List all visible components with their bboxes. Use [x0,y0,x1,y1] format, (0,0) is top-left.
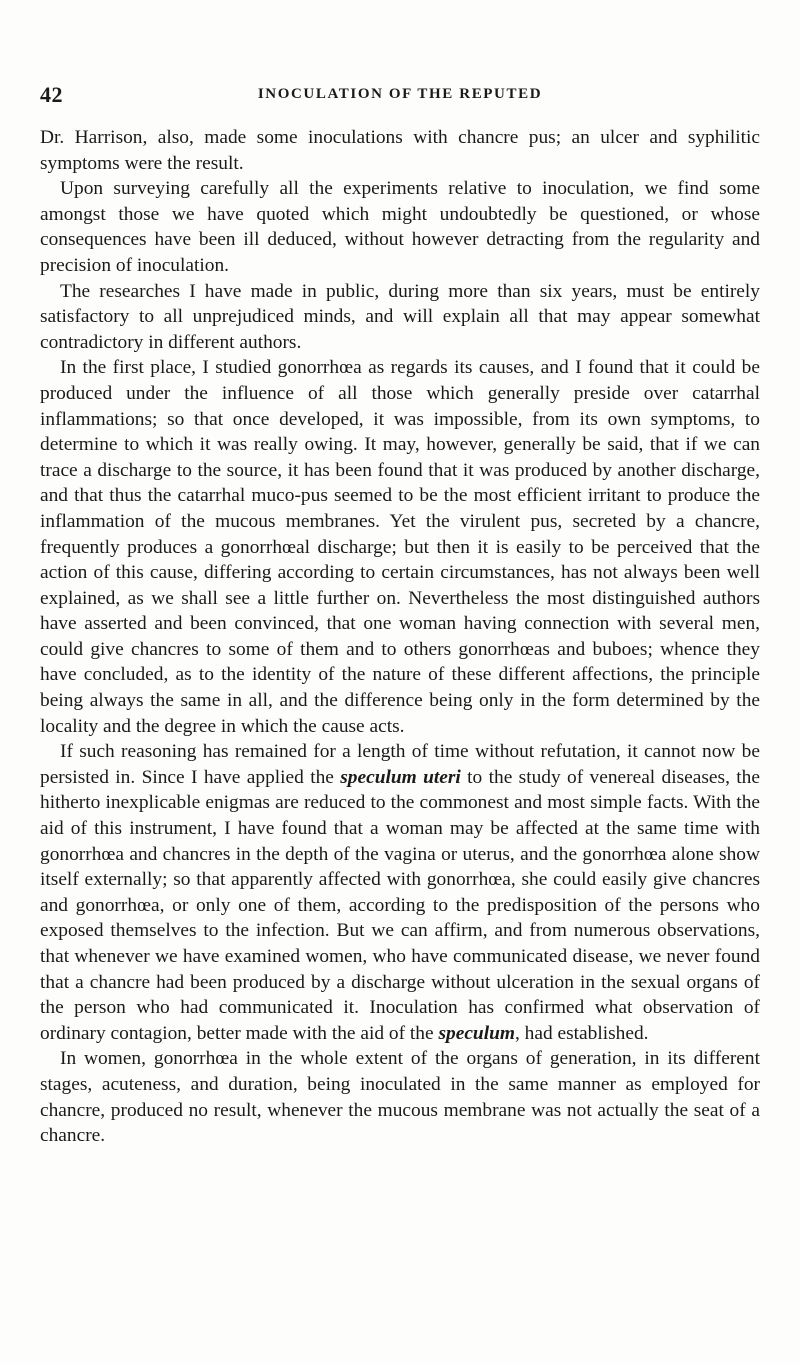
paragraph-speculum-part-3: , had established. [514,1022,649,1044]
page-number: 42 [40,82,63,107]
paragraph-speculum-part-2: to the study of venereal diseases, the hitherto inexplicable enigmas are reduced to the commonest and most simple facts. With the aid of this instrument, I have found that a woman may be affected at the same time with gonorrhœa and chancres in the depth of the vagina or uterus, and the gonorrhœa alone show itself externally; so that apparently affected with gonorrhœa, she could easily give chancres and gonorrhœa, or only one of them, according to the predisposition of the persons who exposed themselves to the infection. But we can affirm, and from numerous observations, that whenever we have examined women, who have communicated disease, we never found that a chancre had been produced by a discharge without ulceration in the sexual organs of the person who had communicated it. Inoculation has confirmed what observation of ordinary contagion, better made with the aid of the [40,766,760,1044]
paragraph-speculum-part-1: If such reasoning has remained for a length of time without refutation, it cannot now be persisted in. Since I have applied the [40,741,760,788]
paragraph-speculum [40,739,760,1046]
paragraph-surveying: Upon surveying carefully all the experiments relative to inoculation, we find some amongst those we have quoted which might undoubtedly be questioned, or whose consequences have been ill deduced, without however detracting from the regularity and precision of inoculation. [40,178,760,276]
running-title: INOCULATION OF THE REPUTED [257,86,543,102]
running-head [40,82,760,112]
paragraph-gonorrhoea-causes: In the first place, I studied gonorrhœa as regards its causes, and I found that it could be produced under the influence of all those which generally preside over catarrhal inflammations; so that once developed, it was impossible, from its own symptoms, to determine to which it was really owing. It may, however, generally be said, that if we can trace a discharge to the source, it has been found that it was produced by another discharge, and that thus the catarrhal muco-pus seemed to be the most efficient irritant to produce the inflammation of the mucous membranes. Yet the virulent pus, secreted by a chancre, frequently produces a gonorrhœal discharge; but then it is easily to be perceived that the action of this cause, differing according to certain circumstances, has not always been well explained, as we shall see a little further on. Nevertheless the most distinguished authors have asserted and been convinced, that one woman having connection with several men, could give chancres to some of them and to others gonorrhœas and buboes; whence they have concluded, as to the identity of the nature of these different affections, the principle being always the same in all, and the difference being only in the form determined by the locality and the degree in which the cause acts. [40,357,760,737]
paragraph-women-gonorrhoea: In women, gonorrhœa in the whole extent of the organs of generation, in its different stages, acuteness, and duration, being inoculated in the same manner as employed for chancre, produced no result, whenever the mucous membrane was not actually the seat of a chancre. [40,1048,760,1147]
paragraph-harrison: Dr. Harrison, also, made some inoculations with chancre pus; an ulcer and syphilitic symptoms were the result. [40,127,760,174]
body-text [40,125,760,1149]
paragraph-researches: The researches I have made in public, during more than six years, must be entirely satisfactory to all unprejudiced minds, and will explain all that may appear somewhat contradictory in different authors. [40,280,760,353]
speculum-uteri-term: speculum uteri [340,766,461,788]
speculum-term: speculum [438,1022,515,1044]
